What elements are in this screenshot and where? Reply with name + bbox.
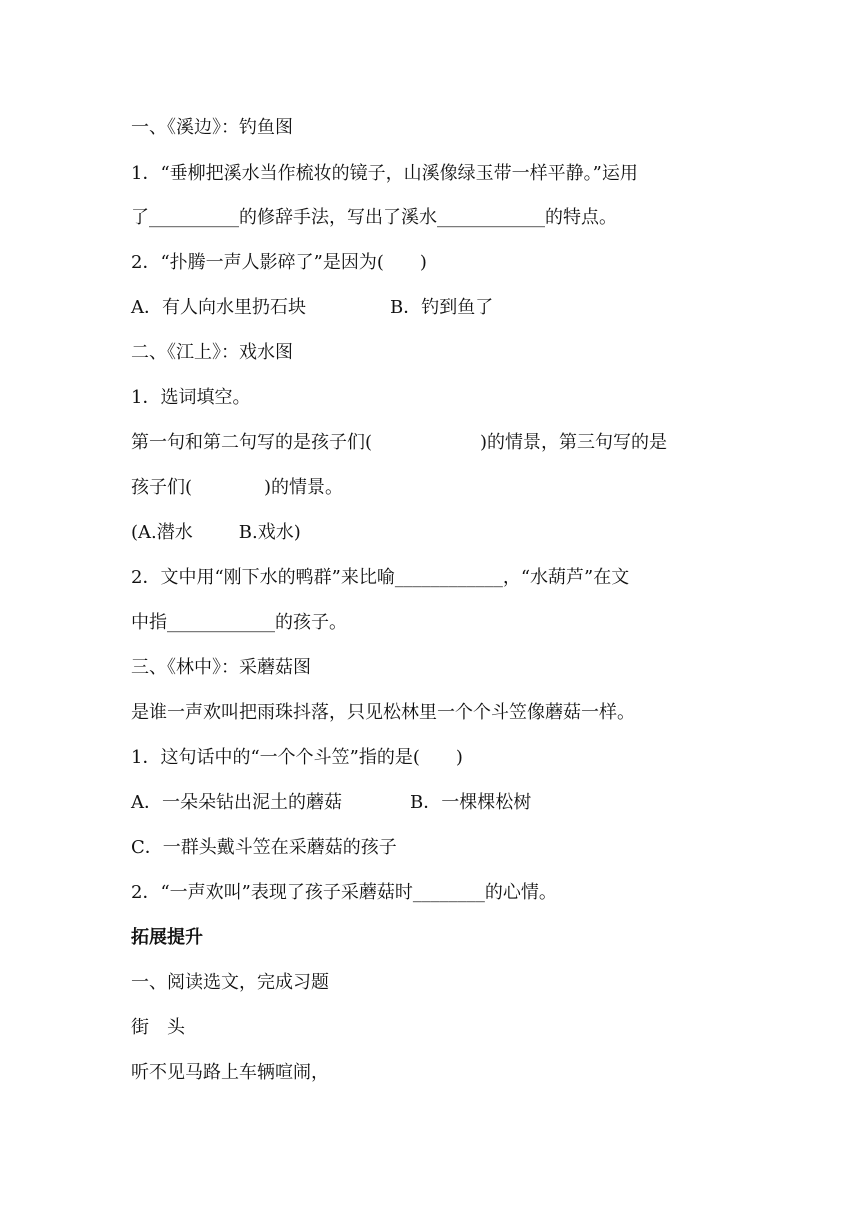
s2-question-1-options xyxy=(131,521,301,545)
extension-heading: 拓展提升 xyxy=(131,927,203,948)
poem-title: 街 头 xyxy=(131,1017,185,1038)
s3-question-1-options-ab xyxy=(131,791,531,815)
option-a: (A.潜水 xyxy=(131,522,193,543)
s1-question-2-options xyxy=(131,296,493,320)
s2-question-1: 1．选词填空。 xyxy=(131,387,251,408)
poem-line-1: 听不见马路上车辆喧闹， xyxy=(131,1062,329,1083)
option-a: A．有人向水里扔石块 xyxy=(131,297,306,318)
s3-question-2: 2．“一声欢叫”表现了孩子采蘑菇时________的心情。 xyxy=(131,882,557,903)
option-b: B.戏水) xyxy=(238,522,301,543)
s2-question-1-line-1: 第一句和第二句写的是孩子们( )的情景，第三句写的是 xyxy=(131,432,668,453)
s1-question-1-line-1: 1．“垂柳把溪水当作梳妆的镜子，山溪像绿玉带一样平静。”运用 xyxy=(131,163,638,184)
option-b: B．钓到鱼了 xyxy=(390,297,494,318)
s3-question-1: 1．这句话中的“一个个斗笠”指的是( ) xyxy=(131,747,463,768)
s1-question-1-line-2: 了__________的修辞手法，写出了溪水____________的特点。 xyxy=(131,207,617,228)
extension-subheading: 一、阅读选文，完成习题 xyxy=(131,972,329,993)
option-b: B．一棵棵松树 xyxy=(410,792,532,813)
s2-question-2-line-1: 2．文中用“刚下水的鸭群”来比喻____________，“水葫芦”在文 xyxy=(131,567,630,588)
s1-question-2: 2．“扑腾一声人影碎了”是因为( ) xyxy=(131,252,427,273)
s3-question-1-option-c: C．一群头戴斗笠在采蘑菇的孩子 xyxy=(131,837,397,858)
s3-quote: 是谁一声欢叫把雨珠抖落，只见松林里一个个斗笠像蘑菇一样。 xyxy=(131,702,635,723)
section-1-heading: 一、《溪边》：钓鱼图 xyxy=(131,117,293,138)
section-3-heading: 三、《林中》：采蘑菇图 xyxy=(131,657,311,678)
s2-question-1-line-2: 孩子们( )的情景。 xyxy=(131,477,344,498)
section-2-heading: 二、《江上》：戏水图 xyxy=(131,342,293,363)
option-a: A．一朵朵钻出泥土的蘑菇 xyxy=(131,792,342,813)
s2-question-2-line-2: 中指____________的孩子。 xyxy=(131,612,347,633)
